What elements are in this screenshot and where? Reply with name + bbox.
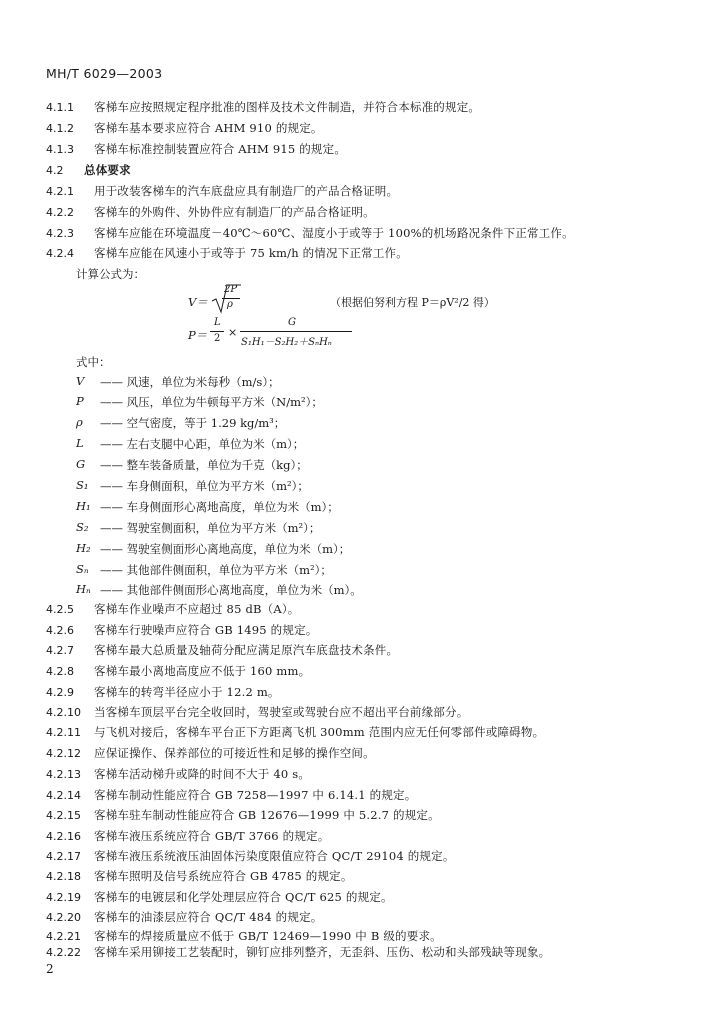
clause-number: 4.2.3 bbox=[46, 227, 74, 240]
variable-symbol: Hₙ bbox=[76, 582, 91, 596]
variable-description: —— 左右支腿中心距，单位为米（m）； bbox=[100, 437, 305, 451]
clause-text: 客梯车液压系统液压油固体污染度限值应符合 QC/T 29104 的规定。 bbox=[94, 849, 455, 863]
clause-text: 客梯车制动性能应符合 GB 7258—1997 中 6.14.1 的规定。 bbox=[94, 788, 417, 802]
variable-symbol: H₂ bbox=[76, 541, 91, 555]
eq1-note: （根据伯努利方程 P＝ρV²/2 得） bbox=[330, 296, 495, 309]
variable-symbol: S₁ bbox=[76, 478, 89, 492]
clause-number: 4.2.10 bbox=[46, 706, 81, 719]
clause-number: 4.2.19 bbox=[46, 891, 81, 904]
clause-number: 4.2.20 bbox=[46, 911, 81, 924]
clause-number: 4.2.6 bbox=[46, 624, 74, 637]
clause-text: 客梯车应能在环境温度－40℃～60℃、湿度小于或等于 100%的机场路况条件下正常工作。 bbox=[94, 226, 574, 240]
clause-line bbox=[46, 664, 310, 679]
variable-symbol: Sₙ bbox=[76, 562, 89, 576]
variable-description: —— 车身侧面形心离地高度，单位为米（m）； bbox=[100, 500, 339, 514]
clause-number: 4.2.15 bbox=[46, 809, 81, 822]
variable-description: —— 风压，单位为牛顿每平方米（N/m²）； bbox=[100, 395, 323, 409]
clause-text: 客梯车活动梯升或降的时间不大于 40 s。 bbox=[94, 767, 311, 781]
page-number: 2 bbox=[46, 962, 54, 976]
clause-number: 4.2.16 bbox=[46, 830, 81, 843]
variable-symbol: V bbox=[76, 374, 85, 388]
clause-text: 客梯车应按照规定程序批准的图样及技术文件制造，并符合本标准的规定。 bbox=[94, 100, 481, 114]
eq2-times-sign: × bbox=[228, 326, 238, 339]
clause-text: 客梯车基本要求应符合 AHM 910 的规定。 bbox=[94, 121, 323, 135]
clause-text: 客梯车的转弯半径应小于 12.2 m。 bbox=[94, 685, 280, 699]
eq2-frac2-numerator: G bbox=[288, 317, 296, 328]
clause-line bbox=[46, 829, 329, 844]
clause-number: 4.2.2 bbox=[46, 206, 74, 219]
clause-number: 4.1.1 bbox=[46, 101, 74, 114]
clause-number: 4.1.3 bbox=[46, 143, 74, 156]
clause-text: 用于改装客梯车的汽车底盘应具有制造厂的产品合格证明。 bbox=[94, 184, 399, 198]
clause-text: 客梯车作业噪声不应超过 85 dB（A）。 bbox=[94, 602, 300, 616]
eq2-lhs: P＝ bbox=[188, 328, 208, 342]
clause-line bbox=[46, 788, 416, 803]
clause-number: 4.2.1 bbox=[46, 185, 74, 198]
clause-text: 客梯车的外购件、外协件应有制造厂的产品合格证明。 bbox=[94, 205, 375, 219]
clause-text: 客梯车最大总质量及轴荷分配应满足原汽车底盘技术条件。 bbox=[94, 643, 399, 657]
clause-number: 4.2.5 bbox=[46, 603, 74, 616]
clause-number: 4.2.9 bbox=[46, 686, 74, 699]
clause-number: 4.2.7 bbox=[46, 644, 74, 657]
clause-line bbox=[46, 725, 544, 740]
clause-number: 4.2.12 bbox=[46, 747, 81, 760]
clause-text: 客梯车行驶噪声应符合 GB 1495 的规定。 bbox=[94, 623, 318, 637]
clause-text: 当客梯车顶层平台完全收回时，驾驶室或驾驶台应不超出平台前缘部分。 bbox=[94, 705, 469, 719]
clause-text: 客梯车标准控制装置应符合 AHM 915 的规定。 bbox=[94, 142, 347, 156]
clause-text: 客梯车的焊接质量应不低于 GB/T 12469—1990 中 B 级的要求。 bbox=[94, 929, 442, 943]
variable-description: —— 空气密度，等于 1.29 kg/m³； bbox=[100, 416, 286, 430]
clause-text: 应保证操作、保养部位的可接近性和足够的操作空间。 bbox=[94, 746, 375, 760]
clause-number: 4.2.22 bbox=[46, 946, 81, 959]
clause-text: 客梯车驻车制动性能应符合 GB 12676—1999 中 5.2.7 的规定。 bbox=[94, 808, 440, 822]
eq2-frac1-denominator: 2 bbox=[214, 333, 221, 344]
variable-symbol: G bbox=[76, 457, 86, 471]
clause-line bbox=[46, 685, 280, 700]
clause-number: 4.2.18 bbox=[46, 870, 81, 883]
clause-line bbox=[46, 767, 310, 782]
clause-number: 4.1.2 bbox=[46, 122, 74, 135]
variable-description: —— 其他部件侧面形心离地高度，单位为米（m）。 bbox=[100, 583, 362, 597]
clause-line bbox=[46, 705, 468, 720]
clause-number: 4.2.21 bbox=[46, 930, 81, 943]
variable-description: —— 风速，单位为米每秒（m/s）； bbox=[100, 375, 280, 389]
clause-text: 客梯车照明及信号系统应符合 GB 4785 的规定。 bbox=[94, 869, 353, 883]
variable-symbol: P bbox=[76, 394, 84, 408]
section-title: 总体要求 bbox=[84, 163, 131, 177]
formula-intro: 计算公式为： bbox=[76, 267, 145, 281]
clause-line bbox=[46, 849, 455, 864]
variable-symbol: L bbox=[76, 436, 84, 450]
variable-description: —— 驾驶室侧面形心离地高度，单位为米（m）； bbox=[100, 542, 351, 556]
variable-symbol: S₂ bbox=[76, 520, 89, 534]
clause-number: 4.2.13 bbox=[46, 768, 81, 781]
standard-code-header: MH/T 6029—2003 bbox=[46, 66, 163, 81]
clause-text: 客梯车的电镀层和化学处理层应符合 QC/T 625 的规定。 bbox=[94, 890, 393, 904]
eq2-frac1-numerator: L bbox=[214, 317, 221, 328]
clause-number: 4.2 bbox=[46, 164, 64, 177]
clause-text: 客梯车应能在风速小于或等于 75 km/h 的情况下正常工作。 bbox=[94, 246, 408, 260]
variable-description: —— 驾驶室侧面积，单位为平方米（m²）； bbox=[100, 521, 321, 535]
clause-number: 4.2.4 bbox=[46, 247, 74, 260]
clause-line bbox=[46, 945, 550, 960]
clause-line bbox=[46, 890, 393, 905]
clause-text: 客梯车液压系统应符合 GB/T 3766 的规定。 bbox=[94, 829, 330, 843]
variable-description: —— 车身侧面积，单位为平方米（m²）； bbox=[100, 479, 309, 493]
variable-symbol: H₁ bbox=[76, 499, 91, 513]
eq2-frac2-bar bbox=[240, 331, 352, 332]
clause-text: 客梯车的油漆层应符合 QC/T 484 的规定。 bbox=[94, 910, 323, 924]
clause-text: 客梯车采用铆接工艺装配时，铆钉应排列整齐，无歪斜、压伤、松动和头部残缺等现象。 bbox=[94, 945, 551, 959]
clause-line bbox=[46, 602, 300, 617]
variable-symbol: ρ bbox=[76, 415, 83, 429]
eq1-numerator: 2P bbox=[224, 284, 238, 295]
clause-line bbox=[46, 746, 375, 761]
clause-text: 与飞机对接后，客梯车平台正下方距离飞机 300mm 范围内应无任何零部件或障碍物。 bbox=[94, 725, 545, 739]
clause-line bbox=[46, 643, 398, 658]
clause-line bbox=[46, 623, 317, 638]
clause-text: 客梯车最小离地高度应不低于 160 mm。 bbox=[94, 664, 311, 678]
eq1-lhs: V＝ bbox=[188, 295, 208, 309]
clause-line bbox=[46, 929, 442, 944]
clause-number: 4.2.17 bbox=[46, 850, 81, 863]
variable-description: —— 整车装备质量，单位为千克（kg）； bbox=[100, 458, 308, 472]
clause-number: 4.2.11 bbox=[46, 726, 81, 739]
eq1-denominator: ρ bbox=[227, 299, 233, 310]
eq2-frac2-denominator: S₁H₁－S₂H₂＋SₙHₙ bbox=[241, 337, 332, 348]
clause-number: 4.2.14 bbox=[46, 789, 81, 802]
clause-number: 4.2.8 bbox=[46, 665, 74, 678]
clause-line bbox=[46, 869, 353, 884]
where-label: 式中： bbox=[76, 355, 111, 369]
eq2-frac1-bar bbox=[210, 331, 224, 332]
clause-line bbox=[46, 910, 323, 925]
variable-description: —— 其他部件侧面积，单位为平方米（m²）； bbox=[100, 563, 332, 577]
clause-line bbox=[46, 808, 440, 823]
